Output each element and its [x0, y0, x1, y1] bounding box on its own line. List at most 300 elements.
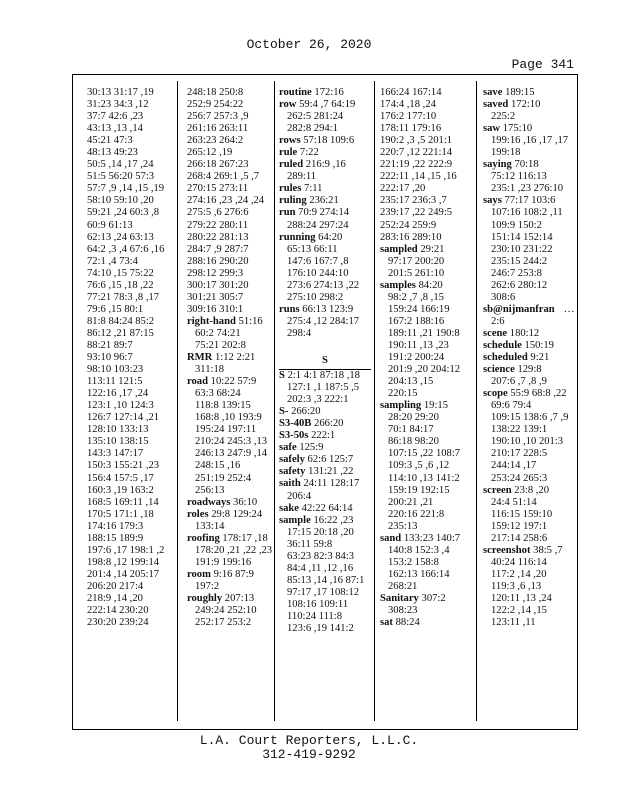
index-reference-line	[483, 316, 575, 328]
index-reference-line	[380, 509, 472, 521]
page-line-references: 172:16	[314, 87, 344, 98]
page-line-references: 107:15 ,22 108:7	[388, 448, 461, 460]
index-reference-line	[87, 147, 179, 159]
index-reference-line	[483, 581, 575, 593]
index-reference-line	[483, 533, 575, 545]
page-line-references: 85:13 ,14 ,16 87:1	[287, 574, 365, 586]
index-term: scope	[483, 388, 508, 400]
index-entry	[187, 509, 279, 521]
page-line-references: 133:23 140:7	[403, 532, 461, 544]
page-line-references: 86:12 ,21 87:15	[87, 327, 154, 339]
page-line-references: 307:2	[421, 592, 446, 604]
page-line-references: 36:11 59:8	[287, 538, 333, 550]
index-reference-line	[187, 388, 279, 400]
index-reference-line	[87, 593, 179, 605]
index-reference-line	[187, 159, 279, 171]
index-reference-line	[483, 280, 575, 292]
index-term: sampled	[380, 243, 418, 255]
index-reference-line	[483, 569, 575, 581]
index-reference-line	[380, 497, 472, 509]
index-entry	[483, 364, 575, 376]
index-term: saying	[483, 159, 512, 171]
page-line-references: 153:2 158:8	[388, 556, 439, 568]
index-reference-line	[380, 557, 472, 569]
page-line-references: 119:3 ,6 ,13	[491, 580, 542, 592]
index-reference-line	[87, 316, 179, 328]
page-line-references: 244:14 ,17	[491, 460, 537, 472]
page-line-references: 88:24	[395, 617, 420, 629]
index-entry	[187, 569, 279, 581]
index-reference-line	[380, 436, 472, 448]
page-line-references: 174:16 179:3	[87, 520, 144, 532]
page-line-references: 220:16 221:8	[388, 508, 445, 520]
index-reference-line	[87, 509, 179, 521]
index-entry	[279, 147, 371, 159]
index-entry	[279, 478, 371, 490]
page-line-references: 288:16 290:20	[187, 255, 249, 267]
page-line-references: 30:13 31:17 ,19	[87, 87, 154, 98]
page-line-references: 79:6 ,15 80:1	[87, 303, 144, 315]
index-entry	[279, 207, 371, 219]
index-term: road	[187, 376, 208, 388]
page-line-references: 252:24 259:9	[380, 219, 437, 231]
page-line-references: 199:16 ,16 ,17 ,17	[491, 135, 569, 147]
index-reference-line	[187, 412, 279, 424]
index-entry	[279, 370, 371, 382]
page-line-references: 178:11 179:16	[380, 123, 442, 135]
page-line-references: 42:22 64:14	[301, 502, 353, 514]
index-reference-line	[87, 460, 179, 472]
index-reference-line	[279, 292, 371, 304]
page-line-references: 75:21 202:8	[195, 339, 246, 351]
index-reference-line	[187, 147, 279, 159]
page-line-references: 159:19 192:15	[388, 484, 450, 496]
index-reference-line	[380, 340, 472, 352]
page-line-references: ...	[564, 303, 575, 315]
page-line-references: 180:12	[509, 327, 540, 339]
index-entry	[380, 593, 472, 605]
page-line-references: 222:17 ,20	[380, 183, 426, 195]
index-reference-line	[279, 220, 371, 232]
page-line-references: 198:8 ,12 199:14	[87, 556, 160, 568]
index-reference-line	[187, 328, 279, 340]
index-term: says	[483, 195, 502, 207]
page-line-references: 201:9 ,20 204:12	[388, 364, 461, 376]
index-reference-line	[483, 244, 575, 256]
page-line-references: 225:2	[491, 111, 516, 123]
page-line-references: 160:3 ,19 163:2	[87, 484, 154, 496]
page-line-references: 275:10 298:2	[287, 291, 344, 303]
index-reference-line	[87, 268, 179, 280]
page-line-references: 230:10 231:22	[491, 243, 553, 255]
index-term: ruled	[279, 159, 304, 171]
page-line-references: 69:6 79:4	[491, 400, 532, 412]
index-reference-line	[483, 509, 575, 521]
page-line-references: 201:5 261:10	[388, 267, 445, 279]
transcript-date: October 26, 2020	[246, 37, 372, 52]
index-reference-line	[380, 448, 472, 460]
page-line-references: 159:24 166:19	[388, 303, 450, 315]
page-line-references: 40:24 116:14	[491, 556, 547, 568]
index-reference-line	[87, 99, 179, 111]
index-reference-line	[380, 545, 472, 557]
page-line-references: 206:20 217:4	[87, 580, 144, 592]
index-reference-line	[279, 244, 371, 256]
index-reference-line	[380, 256, 472, 268]
page-line-references: 221:19 ,22 222:9	[380, 159, 453, 171]
index-reference-line	[87, 111, 179, 123]
page-line-references: 218:9 ,14 ,20	[87, 592, 143, 604]
index-reference-line	[279, 268, 371, 280]
index-term: row	[279, 99, 297, 111]
index-reference-line	[380, 460, 472, 472]
index-reference-line	[483, 147, 575, 159]
index-reference-line	[87, 521, 179, 533]
page-line-references: 266:18 267:23	[187, 159, 249, 171]
index-reference-line	[187, 436, 279, 448]
page-line-references: 23:8 ,20	[514, 484, 550, 496]
page-line-references: 98:2 ,7 ,8 ,15	[388, 291, 444, 303]
index-reference-line	[279, 394, 371, 406]
page-line-references: 189:15	[505, 87, 535, 98]
page-line-references: 51:16	[238, 315, 263, 327]
page-line-references: 75:12 116:13	[491, 171, 547, 183]
index-entry	[279, 466, 371, 478]
index-column-2	[187, 87, 279, 629]
index-reference-line	[87, 183, 179, 195]
index-reference-line	[279, 280, 371, 292]
index-reference-line	[483, 268, 575, 280]
index-reference-line	[87, 232, 179, 244]
index-term: sake	[279, 502, 300, 514]
index-entry	[380, 244, 472, 256]
page-line-references: 24:4 51:14	[491, 496, 537, 508]
index-reference-line	[380, 328, 472, 340]
page-line-references: 86:18 98:20	[388, 436, 439, 448]
index-entry	[279, 195, 371, 207]
index-reference-line	[187, 340, 279, 352]
index-reference-line	[187, 268, 279, 280]
page-line-references: 2:6	[491, 315, 505, 327]
page-line-references: 195:24 197:11	[195, 424, 257, 436]
index-reference-line	[483, 557, 575, 569]
index-reference-line	[187, 256, 279, 268]
page-line-references: 31:23 34:3 ,12	[87, 99, 149, 111]
index-term: routine	[279, 87, 312, 98]
index-reference-line	[483, 605, 575, 617]
page-line-references: 222:11 ,14 ,15 ,16	[380, 171, 457, 183]
index-reference-line	[380, 99, 472, 111]
page-line-references: 123:1 ,10 124:3	[87, 400, 154, 412]
page-line-references: 220:15	[388, 388, 418, 400]
page-line-references: 200:21 ,21	[388, 496, 434, 508]
page-line-references: 125:9	[299, 442, 324, 454]
page-line-references: 2:1 4:1 87:18 ,18	[287, 370, 360, 382]
index-reference-line	[87, 473, 179, 485]
page-line-references: 256:7 257:3 ,9	[187, 111, 249, 123]
index-entry	[279, 406, 371, 418]
index-reference-line	[87, 605, 179, 617]
index-reference-line	[187, 448, 279, 460]
index-reference-line	[87, 304, 179, 316]
page-line-references: 151:14 152:14	[491, 231, 553, 243]
index-entry	[380, 533, 472, 545]
page-line-references: 275:4 ,12 284:17	[287, 315, 360, 327]
page-line-references: 150:3 155:21 ,23	[87, 460, 160, 472]
index-reference-line	[483, 473, 575, 485]
index-reference-line	[187, 400, 279, 412]
index-entry	[483, 99, 575, 111]
index-reference-line	[87, 569, 179, 581]
index-reference-line	[380, 111, 472, 123]
index-reference-line	[380, 232, 472, 244]
index-reference-line	[87, 135, 179, 147]
index-term: sat	[380, 617, 393, 629]
column-divider	[374, 81, 375, 721]
page-line-references: 84:20	[418, 279, 443, 291]
index-reference-line	[187, 111, 279, 123]
page-line-references: 123:11 ,11	[491, 617, 536, 629]
index-term: run	[279, 207, 296, 219]
index-reference-line	[279, 611, 371, 623]
index-reference-line	[279, 527, 371, 539]
index-term: roadways	[187, 496, 231, 508]
index-entry	[187, 376, 279, 388]
page-line-references: 43:13 ,13 ,14	[87, 123, 143, 135]
page-line-references: 1:12 2:21	[214, 352, 256, 364]
index-reference-line	[380, 268, 472, 280]
index-entry	[279, 442, 371, 454]
index-reference-line	[483, 111, 575, 123]
page-line-references: 172:10	[510, 99, 541, 111]
index-term: safely	[279, 454, 305, 466]
index-entry	[483, 545, 575, 557]
index-reference-line	[279, 551, 371, 563]
index-entry	[483, 195, 575, 207]
index-entry	[279, 418, 371, 430]
page-line-references: 279:22 280:11	[187, 219, 249, 231]
index-entry	[279, 87, 371, 99]
page-line-references: 159:12 197:1	[491, 520, 548, 532]
page-line-references: 127:1 ,1 187:5 ,5	[287, 382, 360, 394]
index-column-3	[279, 87, 371, 635]
index-reference-line	[483, 521, 575, 533]
index-reference-line	[380, 195, 472, 207]
index-entry	[483, 352, 575, 364]
index-reference-line	[87, 364, 179, 376]
index-reference-line	[279, 111, 371, 123]
page-line-references: 284:7 ,9 287:7	[187, 243, 249, 255]
index-entry	[187, 533, 279, 545]
index-term: sand	[380, 532, 402, 544]
page-line-references: 140:8 152:3 ,4	[388, 544, 450, 556]
page-line-references: 210:24 245:3 ,13	[195, 436, 268, 448]
page-line-references: 107:16 108:2 ,11	[491, 207, 563, 219]
page-line-references: 262:5 281:24	[287, 111, 344, 123]
index-reference-line	[380, 364, 472, 376]
index-reference-line	[87, 244, 179, 256]
index-reference-line	[380, 424, 472, 436]
page-line-references: 206:4	[287, 490, 312, 502]
page-line-references: 129:8	[517, 364, 542, 376]
index-reference-line	[279, 575, 371, 587]
index-term: science	[483, 364, 515, 376]
index-reference-line	[187, 545, 279, 557]
index-reference-line	[279, 587, 371, 599]
index-reference-line	[380, 87, 472, 99]
page-line-references: 311:18	[195, 364, 225, 376]
index-entry	[483, 340, 575, 352]
page-line-references: 38:5 ,7	[533, 544, 563, 556]
blank-line	[279, 340, 371, 352]
index-term: screenshot	[483, 544, 531, 556]
index-reference-line	[187, 557, 279, 569]
page-line-references: 256:13	[195, 484, 225, 496]
index-reference-line	[87, 400, 179, 412]
page-line-references: 236:21	[309, 195, 339, 207]
page-line-references: 252:9 254:22	[187, 99, 244, 111]
index-term: saith	[279, 478, 301, 490]
index-reference-line	[187, 485, 279, 497]
page-line-references: 50:5 ,14 ,17 ,24	[87, 159, 154, 171]
index-reference-line	[380, 171, 472, 183]
page-line-references: 77:21 78:3 ,8 ,17	[87, 291, 160, 303]
page-line-references: 59:21 ,24 60:3 ,8	[87, 207, 160, 219]
page-line-references: 207:6 ,7 ,8 ,9	[491, 376, 547, 388]
index-reference-line	[483, 424, 575, 436]
index-reference-line	[380, 412, 472, 424]
index-term: roles	[187, 508, 209, 520]
index-term: S3-40B	[279, 418, 312, 430]
index-reference-line	[187, 220, 279, 232]
page-line-references: 98:10 103:23	[87, 364, 144, 376]
page-line-references: 17:15 20:18 ,20	[287, 526, 354, 538]
index-term: safe	[279, 442, 297, 454]
index-column-5	[483, 87, 575, 629]
page-line-references: 268:21	[388, 580, 418, 592]
index-reference-line	[380, 521, 472, 533]
index-term: safety	[279, 466, 306, 478]
page-line-references: 7:11	[304, 183, 323, 195]
page-line-references: 131:21 ,22	[308, 466, 354, 478]
index-reference-line	[187, 581, 279, 593]
index-reference-line	[483, 400, 575, 412]
index-reference-line	[87, 340, 179, 352]
page-line-references: 230:20 239:24	[87, 617, 149, 629]
page-line-references: 64:2 ,3 ,4 67:6 ,16	[87, 243, 165, 255]
page-line-references: 246:7 253:8	[491, 267, 542, 279]
page-line-references: 178:17 ,18	[222, 532, 268, 544]
page-line-references: 66:13 123:9	[302, 303, 354, 315]
index-reference-line	[279, 171, 371, 183]
index-reference-line	[380, 159, 472, 171]
page-line-references: 263:23 264:2	[187, 135, 244, 147]
page-line-references: 36:10	[233, 496, 258, 508]
index-reference-line	[380, 388, 472, 400]
index-entry	[279, 304, 371, 316]
page-line-references: 210:17 228:5	[491, 448, 548, 460]
index-term: roughly	[187, 592, 223, 604]
page-line-references: 150:19	[524, 339, 554, 351]
page-line-references: 76:6 ,15 ,18 ,22	[87, 279, 154, 291]
index-entry	[483, 87, 575, 99]
page-line-references: 58:10 59:10 ,20	[87, 195, 154, 207]
page-line-references: 162:13 166:14	[388, 568, 450, 580]
page-line-references: 45:21 47:3	[87, 135, 133, 147]
page-line-references: 190:2 ,3 ,5 201:1	[380, 135, 453, 147]
page-line-references: 135:10 138:15	[87, 436, 149, 448]
index-reference-line	[279, 123, 371, 135]
page-line-references: 9:21	[530, 352, 550, 364]
index-term: room	[187, 568, 211, 580]
index-reference-line	[380, 183, 472, 195]
page-line-references: 217:14 258:6	[491, 532, 548, 544]
page-line-references: 109:15 138:6 ,7 ,9	[491, 412, 569, 424]
index-reference-line	[279, 623, 371, 635]
index-term: rules	[279, 183, 302, 195]
page-line-references: 93:10 96:7	[87, 352, 133, 364]
index-reference-line	[380, 304, 472, 316]
page-line-references: 59:4 ,7 64:19	[299, 99, 356, 111]
index-reference-line	[87, 485, 179, 497]
page-line-references: 235:15 244:2	[491, 255, 548, 267]
index-reference-line	[483, 171, 575, 183]
page-line-references: 197:6 ,17 198:1 ,2	[87, 544, 165, 556]
index-entry	[279, 135, 371, 147]
index-reference-line	[87, 376, 179, 388]
page-line-references: 235:1 ,23 276:10	[491, 183, 564, 195]
page-line-references: 273:6 274:13 ,22	[287, 279, 360, 291]
page-line-references: 280:22 281:13	[187, 231, 249, 243]
index-term: sampling	[380, 400, 422, 412]
index-term: scheduled	[483, 352, 528, 364]
index-entry	[279, 159, 371, 171]
page-line-references: 118:8 139:15	[195, 400, 251, 412]
index-reference-line	[87, 220, 179, 232]
page-line-references: 122:2 ,14 ,15	[491, 605, 547, 617]
page-line-references: 288:24 297:24	[287, 219, 349, 231]
index-reference-line	[483, 497, 575, 509]
page-line-references: 133:14	[195, 520, 225, 532]
page-line-references: 116:15 159:10	[491, 508, 553, 520]
index-term: saw	[483, 123, 501, 135]
index-reference-line	[380, 135, 472, 147]
page-line-references: 166:24 167:14	[380, 87, 442, 98]
page-line-references: 84:4 ,11 ,12 ,16	[287, 562, 354, 574]
page-line-references: 122:16 ,17 ,24	[87, 388, 149, 400]
index-entry	[279, 430, 371, 442]
page-line-references: 37:7 42:6 ,23	[87, 111, 144, 123]
page-line-references: 126:7 127:14 ,21	[87, 412, 160, 424]
page-line-references: 60:2 74:21	[195, 327, 241, 339]
page-line-references: 308:23	[388, 605, 418, 617]
page-line-references: 249:24 252:10	[195, 605, 257, 617]
index-reference-line	[87, 171, 179, 183]
index-entry	[187, 593, 279, 605]
index-reference-line	[483, 207, 575, 219]
index-column-4	[380, 87, 472, 629]
index-term: sb@nijmanfran	[483, 303, 555, 315]
index-term: screen	[483, 484, 512, 496]
index-reference-line	[380, 316, 472, 328]
index-term: S3-50s	[279, 430, 309, 442]
page-line-references: 270:15 273:11	[187, 183, 249, 195]
page-line-references: 266:20	[291, 406, 321, 418]
index-reference-line	[87, 388, 179, 400]
index-reference-line	[279, 539, 371, 551]
index-reference-line	[483, 436, 575, 448]
index-reference-line	[187, 135, 279, 147]
